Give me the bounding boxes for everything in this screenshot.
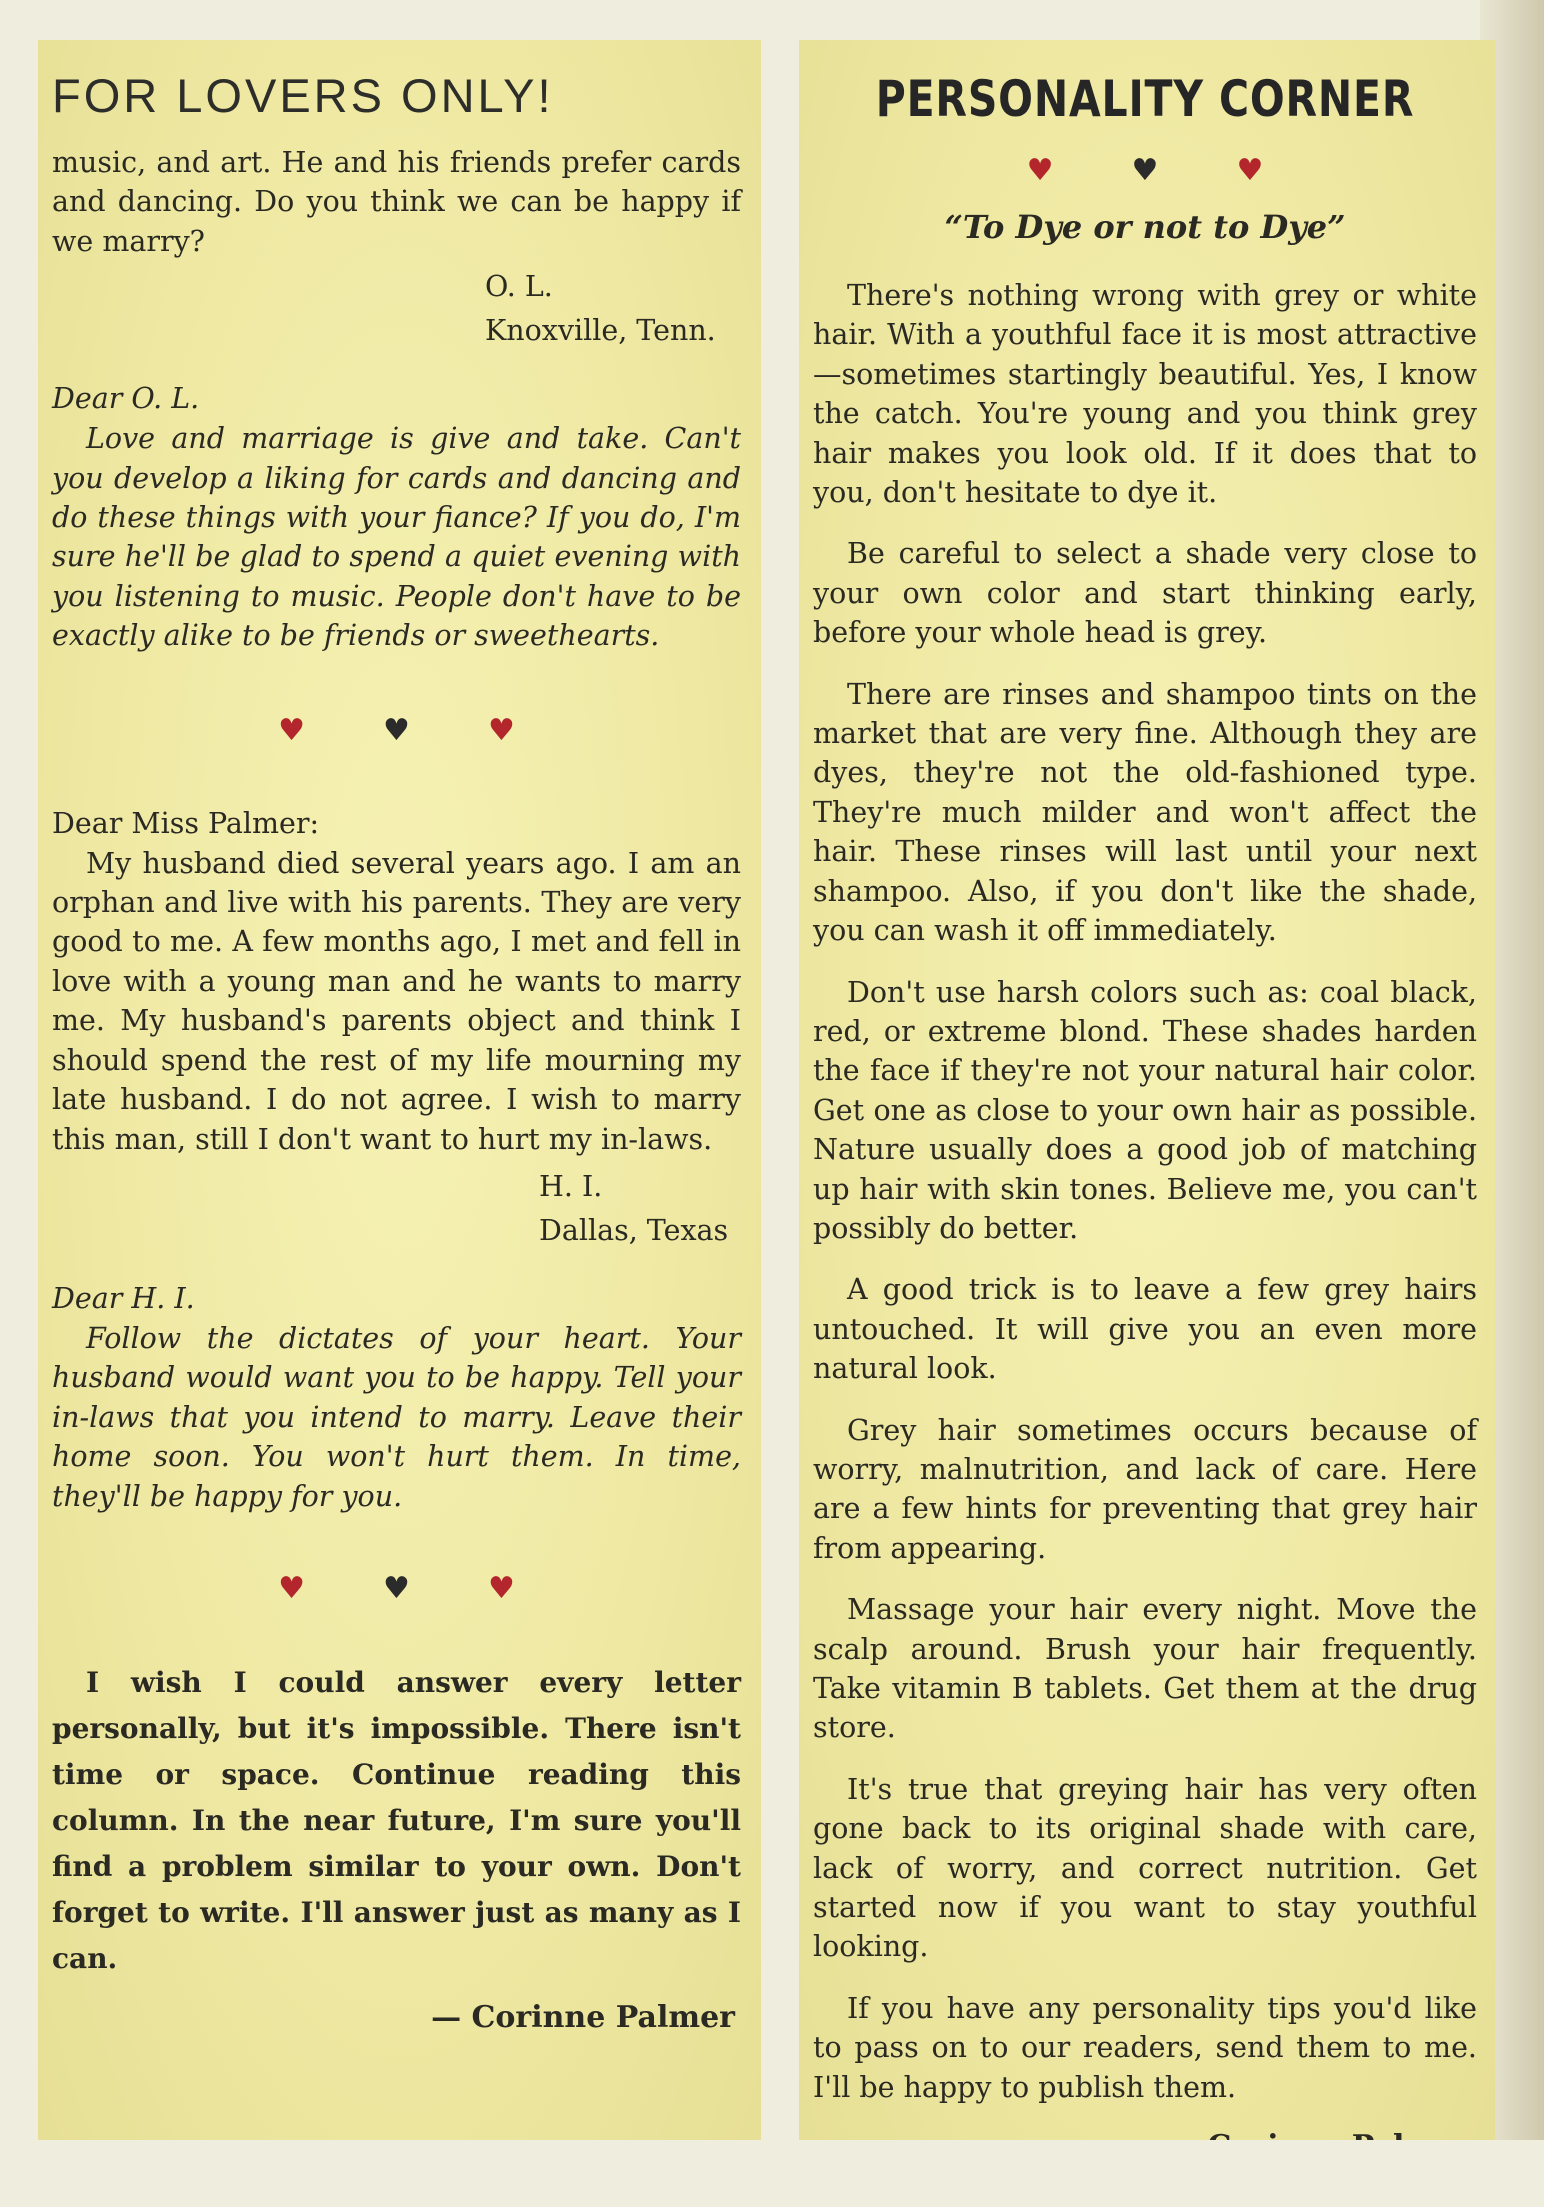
- article-subtitle: “To Dye or not to Dye”: [944, 208, 1346, 246]
- article-paragraph: A good trick is to leave a few grey hairs untouched. It will give you an even more natural look.: [813, 1273, 1477, 1386]
- reply-2-salutation: Dear H. I.: [52, 1281, 195, 1315]
- left-signature: — Corinne Palmer: [431, 1999, 735, 2035]
- letter-2-city: Dallas, Texas: [539, 1213, 729, 1247]
- heart-divider-2: [52, 1570, 741, 1606]
- letter-1-continuation: music, and art. He and his friends prefer cards and dancing. Do you think we can be happy if we marry?: [52, 146, 741, 258]
- heart-divider-top: [813, 153, 1477, 188]
- letter-2-signature: [52, 1165, 741, 1253]
- heart-divider-1: [52, 712, 741, 748]
- lovers-column: [38, 40, 761, 2142]
- article-paragraph: There are rinses and shampoo tints on the market that are very fine. Although they are dyes, they're not the old-fashioned type. They're much milder and won't affect the hair. These rinses will last until your next shampoo. Also, if you don't like the shade, you can wash it off immediately.: [813, 677, 1477, 948]
- article-paragraph: It's true that greying hair has very often gone back to its original shade with care, lack of worry, and correct nutrition. Get started now if you want to stay youthful looking.: [813, 1772, 1477, 1964]
- heart-icon: ♥: [1026, 153, 1054, 188]
- letter-1-city: Knoxville, Tenn.: [485, 314, 716, 348]
- heart-icon: ♥: [1236, 153, 1264, 188]
- personality-column: [799, 40, 1495, 2142]
- heart-icon: ♥: [487, 712, 515, 748]
- heart-icon: ♥: [383, 712, 410, 748]
- heart-icon: ♥: [278, 712, 306, 748]
- letter-2-body: My husband died several years ago. I am an orphan and live with his parents. They are very good to me. A few months ago, I met and fell in love with a young man and he wants to marry me. My husband's parents object and think I should spend the rest of my life mourning my late husband. I do not agree. I wish to marry this man, still I don't want to hurt my in-laws.: [52, 846, 741, 1156]
- reply-1-salutation: Dear O. L.: [52, 382, 200, 416]
- article-paragraph: There's nothing wrong with grey or white hair. With a youthful face it is most attractive—sometimes startingly beautiful. Yes, I know the catch. You're young and you think grey hair makes you look old. If it does that to you, don't hesitate to dye it.: [813, 279, 1477, 510]
- letter-1-initials: O. L.: [485, 270, 553, 304]
- article-paragraph: Grey hair sometimes occurs because of worry, malnutrition, and lack of care. Here are a few hints for preventing that grey hair from appearing.: [813, 1413, 1477, 1565]
- letter-1-signature: [52, 265, 741, 353]
- heart-icon: ♥: [1131, 153, 1159, 188]
- article-paragraph: If you have any personality tips you'd like to pass on to our readers, send them to me. I'll be happy to publish them.: [813, 1991, 1477, 2104]
- page-bottom-margin: [0, 2140, 1544, 2207]
- article-paragraph: Massage your hair every night. Move the scalp around. Brush your hair frequently. Take vitamin B tablets. Get them at the drug store.: [813, 1593, 1477, 1745]
- letter-2-salutation: Dear Miss Palmer:: [52, 806, 320, 840]
- heart-icon: ♥: [487, 1570, 515, 1606]
- column-header-lovers: FOR LOVERS ONLY!: [52, 69, 554, 122]
- reply-1-body: Love and marriage is give and take. Can't you develop a liking for cards and dancing and do these things with your fiance? If you do, I'm sure he'll be glad to spend a quiet evening with you listening to music. People don't have to be exactly alike to be friends or sweethearts.: [52, 422, 741, 653]
- closing-note: I wish I could answer every letter personally, but it's impossible. There isn't time or space. Continue reading this column. In the near future, I'm sure you'll find a problem similar to your own. Don't forget to write. I'll answer just as many as I can.: [52, 1665, 741, 1975]
- article-paragraph: Don't use harsh colors such as: coal black, red, or extreme blond. These shades harden the face if they're not your natural hair color. Get one as close to your own hair as possible. Nature usually does a good job of matching up hair with skin tones. Believe me, you can't possibly do better.: [813, 975, 1477, 1245]
- heart-icon: ♥: [383, 1570, 410, 1606]
- article-paragraph: Be careful to select a shade very close to your own color and start thinking early, before your whole head is grey.: [813, 537, 1477, 650]
- reply-2-body: Follow the dictates of your heart. Your husband would want you to be happy. Tell your in-laws that you intend to marry. Leave their home soon. You won't hurt them. In time, they'll be happy for you.: [52, 1321, 741, 1513]
- column-header-personality: PERSONALITY CORNER: [875, 70, 1415, 128]
- heart-icon: ♥: [278, 1570, 306, 1606]
- letter-2-initials: H. I.: [539, 1169, 603, 1203]
